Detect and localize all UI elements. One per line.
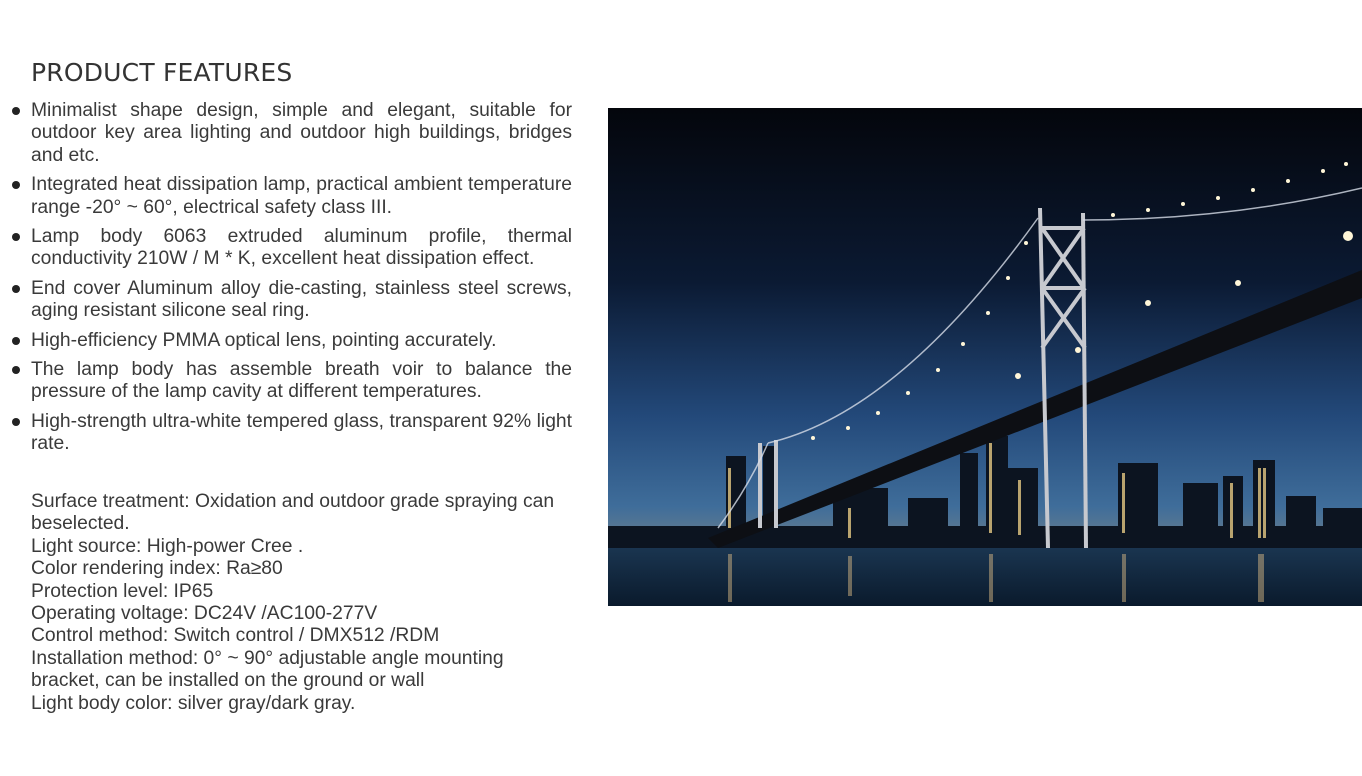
spec-line: Surface treatment: Oxidation and outdoor grade spraying can beselected. — [31, 491, 555, 535]
feature-text: High-strength ultra-white tempered glass, transparent 92% light rate. — [31, 410, 572, 455]
spec-line: Control method: Switch control / DMX512 /RDM — [31, 625, 440, 647]
spec-line: Operating voltage: DC24V /AC100-277V — [31, 603, 378, 625]
spec-line: Installation method: 0° ~ 90° adjustable angle mounting bracket, can be installed on the ground or wall — [31, 647, 504, 692]
feature-text: Minimalist shape design, simple and elegant, suitable for outdoor key area lighting and outdoor high buildings, bridges and etc. — [31, 100, 572, 166]
bullet-icon — [12, 418, 20, 426]
feature-text: Integrated heat dissipation lamp, practical ambient temperature range -20° ~ 60°, electrical safety class III. — [31, 174, 572, 218]
list-item — [10, 100, 572, 167]
feature-text: Lamp body 6063 extruded aluminum profile, thermal conductivity 210W / M * K, excellent heat dissipation effect. — [31, 226, 572, 270]
list-item — [10, 359, 572, 404]
feature-text: End cover Aluminum alloy die-casting, stainless steel screws, aging resistant silicone seal ring. — [31, 277, 572, 322]
spec-line: Color rendering index: Ra≥80 — [31, 558, 283, 580]
list-item — [10, 174, 572, 219]
spec-line: Light source: High-power Cree . — [31, 535, 304, 557]
bullet-icon — [12, 107, 20, 115]
feature-text: High-efficiency PMMA optical lens, pointing accurately. — [31, 329, 497, 351]
feature-list — [10, 100, 572, 463]
bullet-icon — [12, 285, 20, 293]
spec-block — [31, 491, 561, 715]
spec-line: Protection level: IP65 — [31, 580, 214, 602]
list-item — [10, 411, 572, 456]
bullet-icon — [12, 337, 20, 345]
page-title: PRODUCT FEATURES — [31, 58, 293, 87]
bullet-icon — [12, 233, 20, 241]
spec-line: Light body color: silver gray/dark gray. — [31, 692, 356, 714]
list-item — [10, 278, 572, 323]
feature-text: The lamp body has assemble breath voir to balance the pressure of the lamp cavity at different temperatures. — [31, 359, 572, 403]
bullet-icon — [12, 366, 20, 374]
list-item — [10, 330, 572, 352]
bullet-icon — [12, 181, 20, 189]
list-item — [10, 226, 572, 271]
bridge-night-photo — [608, 108, 1362, 606]
